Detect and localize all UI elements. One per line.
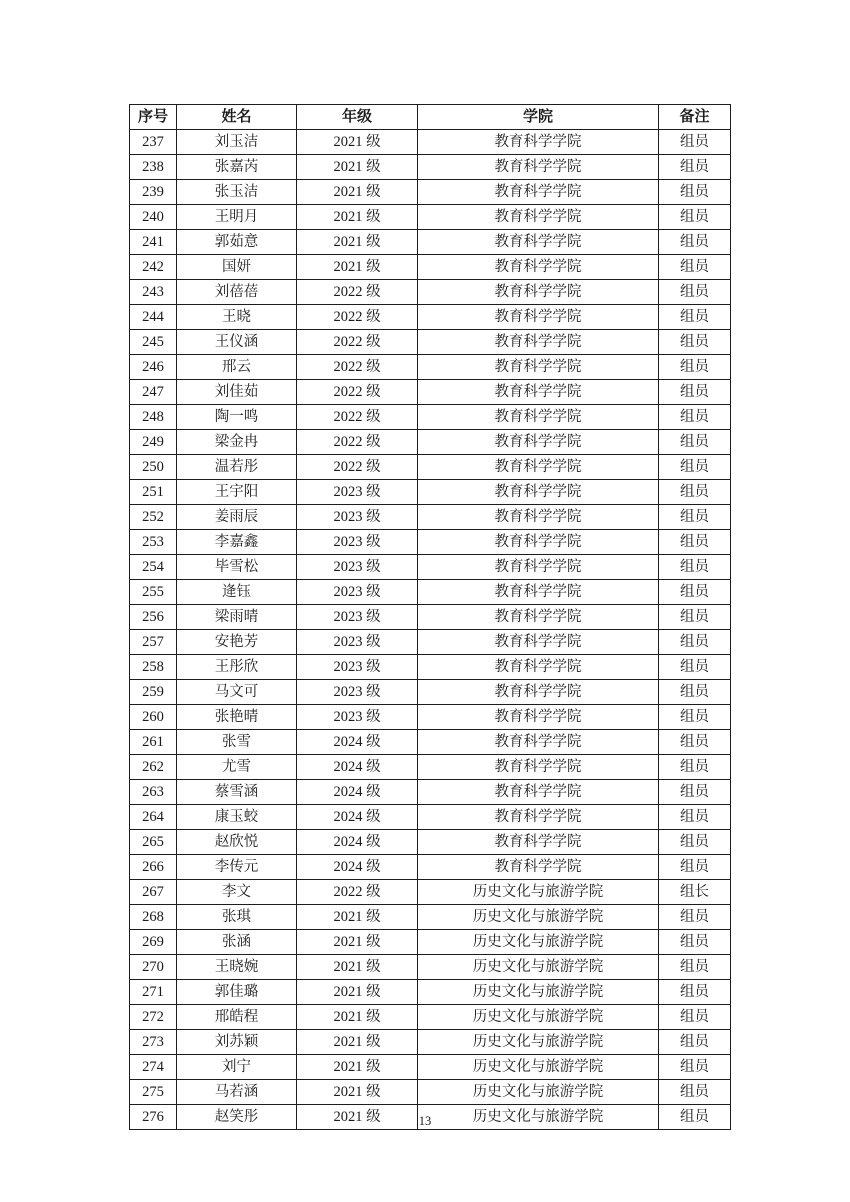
table-cell-name: 郭茹意 xyxy=(177,230,297,255)
table-row xyxy=(130,180,731,205)
table-cell-college: 教育科学学院 xyxy=(418,655,659,680)
table-cell-grade: 2021 级 xyxy=(297,255,418,280)
table-cell-grade: 2021 级 xyxy=(297,905,418,930)
table-cell-grade: 2022 级 xyxy=(297,430,418,455)
table-cell-college: 教育科学学院 xyxy=(418,730,659,755)
table-cell-index: 251 xyxy=(130,480,177,505)
table-cell-college: 教育科学学院 xyxy=(418,755,659,780)
table-cell-college: 教育科学学院 xyxy=(418,805,659,830)
table-cell-name: 康玉蛟 xyxy=(177,805,297,830)
table-cell-index: 269 xyxy=(130,930,177,955)
table-cell-index: 258 xyxy=(130,655,177,680)
table-cell-name: 国妍 xyxy=(177,255,297,280)
table-cell-index: 265 xyxy=(130,830,177,855)
table-cell-remark: 组员 xyxy=(659,130,731,155)
table-cell-grade: 2021 级 xyxy=(297,130,418,155)
table-cell-college: 教育科学学院 xyxy=(418,430,659,455)
table-row xyxy=(130,880,731,905)
table-cell-college: 历史文化与旅游学院 xyxy=(418,955,659,980)
table-cell-index: 237 xyxy=(130,130,177,155)
table-cell-grade: 2022 级 xyxy=(297,880,418,905)
table-cell-college: 教育科学学院 xyxy=(418,505,659,530)
table-cell-remark: 组员 xyxy=(659,155,731,180)
table-cell-index: 246 xyxy=(130,355,177,380)
table-cell-grade: 2023 级 xyxy=(297,480,418,505)
table-cell-grade: 2024 级 xyxy=(297,805,418,830)
table-cell-grade: 2024 级 xyxy=(297,755,418,780)
table-cell-college: 教育科学学院 xyxy=(418,580,659,605)
table-cell-remark: 组员 xyxy=(659,1030,731,1055)
table-cell-remark: 组员 xyxy=(659,255,731,280)
table-cell-grade: 2024 级 xyxy=(297,780,418,805)
table-cell-index: 255 xyxy=(130,580,177,605)
table-cell-college: 历史文化与旅游学院 xyxy=(418,905,659,930)
table-cell-college: 历史文化与旅游学院 xyxy=(418,1080,659,1105)
table-row xyxy=(130,905,731,930)
table-cell-college: 教育科学学院 xyxy=(418,830,659,855)
table-cell-grade: 2023 级 xyxy=(297,505,418,530)
table-cell-remark: 组员 xyxy=(659,605,731,630)
table-cell-remark: 组员 xyxy=(659,930,731,955)
table-cell-remark: 组员 xyxy=(659,530,731,555)
table-row xyxy=(130,130,731,155)
table-cell-grade: 2021 级 xyxy=(297,155,418,180)
table-cell-grade: 2023 级 xyxy=(297,555,418,580)
table-cell-name: 尤雪 xyxy=(177,755,297,780)
table-cell-grade: 2024 级 xyxy=(297,830,418,855)
table-cell-grade: 2024 级 xyxy=(297,855,418,880)
table-cell-index: 256 xyxy=(130,605,177,630)
table-cell-college: 教育科学学院 xyxy=(418,280,659,305)
table-cell-index: 270 xyxy=(130,955,177,980)
table-cell-remark: 组员 xyxy=(659,1005,731,1030)
table-cell-grade: 2022 级 xyxy=(297,305,418,330)
table-cell-index: 239 xyxy=(130,180,177,205)
table-row xyxy=(130,1080,731,1105)
table-cell-remark: 组长 xyxy=(659,880,731,905)
table-cell-remark: 组员 xyxy=(659,330,731,355)
table-cell-college: 教育科学学院 xyxy=(418,380,659,405)
table-cell-name: 刘玉洁 xyxy=(177,130,297,155)
table-body xyxy=(130,130,731,1130)
table-cell-remark: 组员 xyxy=(659,380,731,405)
table-cell-college: 教育科学学院 xyxy=(418,355,659,380)
table-cell-index: 247 xyxy=(130,380,177,405)
table-cell-grade: 2021 级 xyxy=(297,930,418,955)
table-cell-college: 历史文化与旅游学院 xyxy=(418,1105,659,1130)
table-cell-index: 254 xyxy=(130,555,177,580)
table-cell-grade: 2021 级 xyxy=(297,1105,418,1130)
table-cell-remark: 组员 xyxy=(659,230,731,255)
table-row xyxy=(130,305,731,330)
table-cell-remark: 组员 xyxy=(659,280,731,305)
table-row xyxy=(130,480,731,505)
table-cell-name: 王明月 xyxy=(177,205,297,230)
table-cell-grade: 2022 级 xyxy=(297,405,418,430)
table-cell-college: 教育科学学院 xyxy=(418,555,659,580)
table-cell-college: 教育科学学院 xyxy=(418,205,659,230)
table-cell-grade: 2021 级 xyxy=(297,230,418,255)
table-cell-name: 梁雨晴 xyxy=(177,605,297,630)
table-cell-college: 教育科学学院 xyxy=(418,330,659,355)
table-cell-index: 260 xyxy=(130,705,177,730)
table-row xyxy=(130,655,731,680)
table-cell-name: 张雪 xyxy=(177,730,297,755)
table-cell-remark: 组员 xyxy=(659,480,731,505)
table-cell-college: 教育科学学院 xyxy=(418,405,659,430)
table-cell-name: 张嘉芮 xyxy=(177,155,297,180)
table-cell-college: 教育科学学院 xyxy=(418,780,659,805)
table-cell-remark: 组员 xyxy=(659,805,731,830)
table-cell-college: 历史文化与旅游学院 xyxy=(418,880,659,905)
table-row xyxy=(130,455,731,480)
table-cell-remark: 组员 xyxy=(659,1055,731,1080)
table-cell-college: 教育科学学院 xyxy=(418,705,659,730)
table-cell-college: 教育科学学院 xyxy=(418,255,659,280)
table-cell-index: 242 xyxy=(130,255,177,280)
table-cell-index: 274 xyxy=(130,1055,177,1080)
table-row xyxy=(130,605,731,630)
table-cell-grade: 2021 级 xyxy=(297,1080,418,1105)
table-row xyxy=(130,580,731,605)
table-cell-grade: 2021 级 xyxy=(297,1055,418,1080)
table-cell-college: 历史文化与旅游学院 xyxy=(418,1030,659,1055)
table-cell-grade: 2021 级 xyxy=(297,980,418,1005)
table-cell-college: 历史文化与旅游学院 xyxy=(418,930,659,955)
table-cell-college: 历史文化与旅游学院 xyxy=(418,980,659,1005)
table-cell-remark: 组员 xyxy=(659,555,731,580)
table-cell-name: 温若彤 xyxy=(177,455,297,480)
table-row xyxy=(130,1005,731,1030)
table-row xyxy=(130,855,731,880)
table-cell-name: 安艳芳 xyxy=(177,630,297,655)
table-cell-college: 教育科学学院 xyxy=(418,130,659,155)
table-cell-grade: 2021 级 xyxy=(297,205,418,230)
table-row xyxy=(130,830,731,855)
table-cell-grade: 2021 级 xyxy=(297,1030,418,1055)
table-cell-name: 刘苏颖 xyxy=(177,1030,297,1055)
table-cell-grade: 2023 级 xyxy=(297,705,418,730)
table-cell-remark: 组员 xyxy=(659,855,731,880)
table-cell-index: 262 xyxy=(130,755,177,780)
table-cell-remark: 组员 xyxy=(659,455,731,480)
table-cell-college: 教育科学学院 xyxy=(418,155,659,180)
table-row xyxy=(130,530,731,555)
table-row xyxy=(130,280,731,305)
table-cell-grade: 2023 级 xyxy=(297,680,418,705)
table-row xyxy=(130,380,731,405)
table-cell-name: 张琪 xyxy=(177,905,297,930)
table-cell-index: 253 xyxy=(130,530,177,555)
table-cell-index: 238 xyxy=(130,155,177,180)
table-cell-remark: 组员 xyxy=(659,1105,731,1130)
table-row xyxy=(130,1030,731,1055)
table-row xyxy=(130,205,731,230)
table-cell-name: 毕雪松 xyxy=(177,555,297,580)
table-cell-name: 张艳晴 xyxy=(177,705,297,730)
table-cell-remark: 组员 xyxy=(659,830,731,855)
table-cell-remark: 组员 xyxy=(659,180,731,205)
table-cell-remark: 组员 xyxy=(659,430,731,455)
table-cell-college: 教育科学学院 xyxy=(418,855,659,880)
column-header-remark: 备注 xyxy=(659,105,731,130)
table-cell-name: 刘宁 xyxy=(177,1055,297,1080)
table-cell-remark: 组员 xyxy=(659,905,731,930)
table-cell-index: 268 xyxy=(130,905,177,930)
table-cell-index: 240 xyxy=(130,205,177,230)
table-cell-remark: 组员 xyxy=(659,705,731,730)
table-cell-grade: 2023 级 xyxy=(297,655,418,680)
table-row xyxy=(130,355,731,380)
table-row xyxy=(130,680,731,705)
table-cell-remark: 组员 xyxy=(659,405,731,430)
table-cell-index: 276 xyxy=(130,1105,177,1130)
header-row xyxy=(130,105,731,130)
table-cell-remark: 组员 xyxy=(659,630,731,655)
table-cell-college: 教育科学学院 xyxy=(418,680,659,705)
table-cell-index: 271 xyxy=(130,980,177,1005)
table-cell-name: 刘蓓蓓 xyxy=(177,280,297,305)
table-cell-index: 250 xyxy=(130,455,177,480)
table-cell-grade: 2022 级 xyxy=(297,330,418,355)
table-row xyxy=(130,505,731,530)
table-cell-index: 241 xyxy=(130,230,177,255)
table-cell-name: 郭佳璐 xyxy=(177,980,297,1005)
table-cell-index: 248 xyxy=(130,405,177,430)
table-cell-name: 李传元 xyxy=(177,855,297,880)
table-cell-name: 马文可 xyxy=(177,680,297,705)
table-cell-college: 教育科学学院 xyxy=(418,180,659,205)
table-cell-name: 李文 xyxy=(177,880,297,905)
table-cell-remark: 组员 xyxy=(659,680,731,705)
table-cell-index: 272 xyxy=(130,1005,177,1030)
table-cell-index: 264 xyxy=(130,805,177,830)
table-row xyxy=(130,230,731,255)
table-cell-grade: 2022 级 xyxy=(297,380,418,405)
table-cell-college: 历史文化与旅游学院 xyxy=(418,1055,659,1080)
table-cell-name: 王仪涵 xyxy=(177,330,297,355)
table-cell-remark: 组员 xyxy=(659,655,731,680)
table-row xyxy=(130,805,731,830)
page-number: 13 xyxy=(418,1114,432,1128)
table-cell-index: 245 xyxy=(130,330,177,355)
roster-table xyxy=(129,104,731,1130)
table-row xyxy=(130,255,731,280)
table-cell-remark: 组员 xyxy=(659,505,731,530)
table-cell-index: 259 xyxy=(130,680,177,705)
table-row xyxy=(130,430,731,455)
table-cell-name: 梁金冉 xyxy=(177,430,297,455)
column-header-index: 序号 xyxy=(130,105,177,130)
table-cell-name: 刘佳茹 xyxy=(177,380,297,405)
table-cell-grade: 2023 级 xyxy=(297,605,418,630)
table-cell-name: 张玉洁 xyxy=(177,180,297,205)
table-cell-name: 王晓 xyxy=(177,305,297,330)
table-cell-college: 教育科学学院 xyxy=(418,305,659,330)
table-cell-remark: 组员 xyxy=(659,1080,731,1105)
table-cell-college: 教育科学学院 xyxy=(418,455,659,480)
table-cell-name: 王宇阳 xyxy=(177,480,297,505)
table-row xyxy=(130,780,731,805)
table-cell-name: 邢皓程 xyxy=(177,1005,297,1030)
table-cell-remark: 组员 xyxy=(659,730,731,755)
table-cell-remark: 组员 xyxy=(659,980,731,1005)
table-cell-name: 邢云 xyxy=(177,355,297,380)
table-cell-index: 243 xyxy=(130,280,177,305)
table-cell-remark: 组员 xyxy=(659,355,731,380)
table-cell-grade: 2023 级 xyxy=(297,580,418,605)
table-row xyxy=(130,630,731,655)
table-row xyxy=(130,155,731,180)
table-cell-remark: 组员 xyxy=(659,205,731,230)
table-row xyxy=(130,330,731,355)
table-row xyxy=(130,705,731,730)
table-cell-remark: 组员 xyxy=(659,955,731,980)
table-cell-grade: 2023 级 xyxy=(297,530,418,555)
table-cell-name: 逄钰 xyxy=(177,580,297,605)
table-cell-index: 257 xyxy=(130,630,177,655)
table-cell-index: 252 xyxy=(130,505,177,530)
table-cell-name: 赵笑彤 xyxy=(177,1105,297,1130)
table-cell-name: 王彤欣 xyxy=(177,655,297,680)
column-header-name: 姓名 xyxy=(177,105,297,130)
table-cell-grade: 2023 级 xyxy=(297,630,418,655)
table-cell-index: 244 xyxy=(130,305,177,330)
table-cell-index: 249 xyxy=(130,430,177,455)
table-cell-college: 教育科学学院 xyxy=(418,480,659,505)
table-cell-name: 赵欣悦 xyxy=(177,830,297,855)
table-cell-grade: 2022 级 xyxy=(297,455,418,480)
table-cell-grade: 2021 级 xyxy=(297,1005,418,1030)
table-cell-name: 姜雨辰 xyxy=(177,505,297,530)
table-cell-name: 张涵 xyxy=(177,930,297,955)
table-row xyxy=(130,1055,731,1080)
table-row xyxy=(130,555,731,580)
table-cell-college: 教育科学学院 xyxy=(418,605,659,630)
table-row xyxy=(130,955,731,980)
table-cell-index: 275 xyxy=(130,1080,177,1105)
table-cell-index: 266 xyxy=(130,855,177,880)
table-cell-grade: 2022 级 xyxy=(297,355,418,380)
table-cell-index: 267 xyxy=(130,880,177,905)
table-row xyxy=(130,980,731,1005)
table-cell-index: 261 xyxy=(130,730,177,755)
table-cell-grade: 2024 级 xyxy=(297,730,418,755)
table-row xyxy=(130,730,731,755)
column-header-college: 学院 xyxy=(418,105,659,130)
table-row xyxy=(130,755,731,780)
table-row xyxy=(130,405,731,430)
table-cell-index: 273 xyxy=(130,1030,177,1055)
table-cell-remark: 组员 xyxy=(659,305,731,330)
table-cell-name: 陶一鸣 xyxy=(177,405,297,430)
table-row xyxy=(130,930,731,955)
table-cell-college: 教育科学学院 xyxy=(418,630,659,655)
table-cell-name: 蔡雪涵 xyxy=(177,780,297,805)
table-cell-college: 教育科学学院 xyxy=(418,230,659,255)
table-cell-remark: 组员 xyxy=(659,780,731,805)
table-cell-name: 王晓婉 xyxy=(177,955,297,980)
table-cell-index: 263 xyxy=(130,780,177,805)
table-cell-grade: 2022 级 xyxy=(297,280,418,305)
table-cell-name: 马若涵 xyxy=(177,1080,297,1105)
table-cell-remark: 组员 xyxy=(659,580,731,605)
table-cell-grade: 2021 级 xyxy=(297,180,418,205)
table-cell-college: 历史文化与旅游学院 xyxy=(418,1005,659,1030)
table-cell-college: 教育科学学院 xyxy=(418,530,659,555)
table-cell-grade: 2021 级 xyxy=(297,955,418,980)
table-cell-remark: 组员 xyxy=(659,755,731,780)
table-cell-name: 李嘉鑫 xyxy=(177,530,297,555)
column-header-grade: 年级 xyxy=(297,105,418,130)
